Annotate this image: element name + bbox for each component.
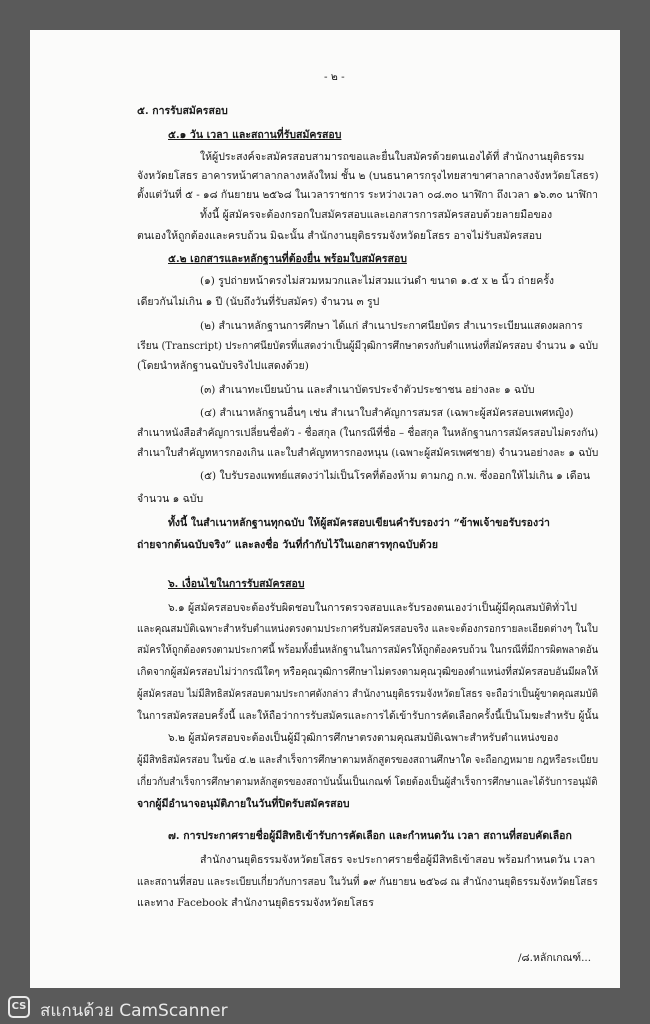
list-item: เดียวกันไม่เกิน ๑ ปี (นับถึงวันที่รับสมัคร) จำนวน ๓ รูป xyxy=(137,296,380,308)
paragraph-line: และทาง Facebook สำนักงานยุติธรรมจังหวัดยโสธร xyxy=(137,897,374,909)
paragraph-line: จากผู้มีอำนาจอนุมัติภายในวันที่ปิดรับสมัครสอบ xyxy=(137,798,350,810)
paragraph-line: ๖.๑ ผู้สมัครสอบจะต้องรับผิดชอบในการตรวจสอบและรับรองตนเองว่าเป็นผู้มีคุณสมบัติทั่วไป xyxy=(168,602,577,614)
list-item: (๑) รูปถ่ายหน้าตรงไม่สวมหมวกและไม่สวมแว่นดำ ขนาด ๑.๕ x ๒ นิ้ว ถ่ายครั้ง xyxy=(200,275,554,287)
list-item: (โดยนำหลักฐานฉบับจริงไปแสดงด้วย) xyxy=(137,360,309,372)
section-7-heading: ๗. การประกาศรายชื่อผู้มีสิทธิเข้ารับการคัดเลือก และกำหนดวัน เวลา สถานที่สอบคัดเลือก xyxy=(168,830,572,842)
list-item: จำนวน ๑ ฉบับ xyxy=(137,493,204,505)
paragraph-line: จังหวัดยโสธร อาคารหน้าศาลากลางหลังใหม่ ชั้น ๒ (บนธนาคารกรุงไทยสาขาศาลากลางจังหวัดยโสธร) xyxy=(137,170,599,182)
document-page xyxy=(30,30,620,988)
list-item: (๓) สำเนาทะเบียนบ้าน และสำเนาบัตรประจำตัวประชาชน อย่างละ ๑ ฉบับ xyxy=(200,384,535,396)
paragraph-line: ทั้งนี้ ผู้สมัครจะต้องกรอกใบสมัครสอบและเอกสารการสมัครสอบด้วยลายมือของ xyxy=(200,209,553,221)
scanner-watermark-bar xyxy=(0,990,650,1024)
continuation-marker: /๘.หลักเกณฑ์... xyxy=(518,952,592,964)
paragraph-line: และคุณสมบัติเฉพาะสำหรับตำแหน่งตรงตามประกาศรับสมัครสอบจริง และจะต้องกรอกรายละเอียดต่างๆ ในใบ xyxy=(137,623,599,635)
paragraph-line: เกิดจากผู้สมัครสอบไม่ว่ากรณีใดๆ หรือคุณวุฒิการศึกษาไม่ตรงตามคุณวุฒิของตำแหน่งที่สมัครสอบอันมีผลให้ xyxy=(137,666,599,678)
section-5-heading: ๕. การรับสมัครสอบ xyxy=(137,105,228,117)
paragraph-line: ๖.๒ ผู้สมัครสอบจะต้องเป็นผู้มีวุฒิการศึกษาตรงตามคุณสมบัติเฉพาะสำหรับตำแหน่งของ xyxy=(168,732,559,744)
section-6-heading: ๖. เงื่อนไขในการรับสมัครสอบ xyxy=(168,578,305,590)
paragraph-line: และสถานที่สอบ และระเบียบเกี่ยวกับการสอบ ในวันที่ ๑๙ กันยายน ๒๕๖๘ ณ สำนักงานยุติธรรมจังหวัดยโสธร xyxy=(137,876,598,888)
certification-note: ทั้งนี้ ในสำเนาหลักฐานทุกฉบับ ให้ผู้สมัครสอบเขียนคำรับรองว่า “ข้าพเจ้าขอรับรองว่า xyxy=(168,517,550,529)
camscanner-watermark-text: สแกนด้วย CamScanner xyxy=(40,1001,228,1021)
list-item: (๒) สำเนาหลักฐานการศึกษา ได้แก่ สำเนาประกาศนียบัตร สำเนาระเบียนแสดงผลการ xyxy=(200,320,583,332)
paragraph-line: สมัครให้ถูกต้องตรงตามประกาศนี้ พร้อมทั้งยื่นหลักฐานในการสมัครให้ถูกต้องครบถ้วน ในกรณีที่มีการผิดพลาดอัน xyxy=(137,644,599,656)
list-item: เรียน (Transcript) ประกาศนียบัตรที่แสดงว่าเป็นผู้มีวุฒิการศึกษาตรงกับตำแหน่งที่สมัครสอบ จำนวน ๑ ฉบับ xyxy=(137,340,599,352)
paragraph-line: สำนักงานยุติธรรมจังหวัดยโสธร จะประกาศรายชื่อผู้มีสิทธิเข้าสอบ พร้อมกำหนดวัน เวลา xyxy=(200,854,596,866)
paragraph-line: ให้ผู้ประสงค์จะสมัครสอบสามารถขอและยื่นใบสมัครด้วยตนเองได้ที่ สำนักงานยุติธรรม xyxy=(200,151,585,163)
section-5-2-heading: ๕.๒ เอกสารและหลักฐานที่ต้องยื่น พร้อมใบสมัครสอบ xyxy=(168,253,407,265)
list-item: (๕) ใบรับรองแพทย์แสดงว่าไม่เป็นโรคที่ต้องห้าม ตามกฎ ก.พ. ซึ่งออกให้ไม่เกิน ๑ เดือน xyxy=(200,470,591,482)
list-item: สำเนาหนังสือสำคัญการเปลี่ยนชื่อตัว - ชื่อสกุล (ในกรณีที่ชื่อ – ชื่อสกุล ในหลักฐานการสมัครสอบไม่ตรงกัน) xyxy=(137,427,599,439)
list-item: (๔) สำเนาหลักฐานอื่นๆ เช่น สำเนาใบสำคัญการสมรส (เฉพาะผู้สมัครสอบเพศหญิง) xyxy=(200,407,574,419)
paragraph-line: ตนเองให้ถูกต้องและครบถ้วน มิฉะนั้น สำนักงานยุติธรรมจังหวัดยโสธร อาจไม่รับสมัครสอบ xyxy=(137,230,542,242)
section-5-1-heading: ๕.๑ วัน เวลา และสถานที่รับสมัครสอบ xyxy=(168,129,342,141)
paragraph-line: เกี่ยวกับสำเร็จการศึกษาตามหลักสูตรของสถาบันนั้นเป็นเกณฑ์ โดยต้องเป็นผู้สำเร็จการศึกษาและได้รับการอนุมัติ xyxy=(137,776,598,788)
camscanner-logo: CS xyxy=(8,996,30,1018)
paragraph-line: ในการสมัครสอบครั้งนี้ และให้ถือว่าการรับสมัครและการได้เข้ารับการคัดเลือกครั้งนี้เป็นโมฆะสำหรับ ผู้นั้น xyxy=(137,710,599,722)
page-number: - ๒ - xyxy=(324,71,345,83)
paragraph-line: ผู้สมัครสอบ ไม่มีสิทธิสมัครสอบตามประกาศดังกล่าว สำนักงานยุติธรรมจังหวัดยโสธร จะถือว่าเป็นผู้ขาดคุณสมบัติ xyxy=(137,688,598,700)
paragraph-line: ผู้มีสิทธิสมัครสอบ ในข้อ ๔.๒ และสำเร็จการศึกษาตามหลักสูตรของสถานศึกษาใด จะถือกฎหมาย กฎหรือระเบียบ xyxy=(137,754,598,766)
certification-note: ถ่ายจากต้นฉบับจริง” และลงชื่อ วันที่กำกับไว้ในเอกสารทุกฉบับด้วย xyxy=(137,539,438,551)
paragraph-line: ตั้งแต่วันที่ ๕ - ๑๘ กันยายน ๒๕๖๘ ในเวลาราชการ ระหว่างเวลา ๐๘.๓๐ นาฬิกา ถึงเวลา ๑๖.๓๐ นาฬิกา xyxy=(137,189,598,201)
list-item: สำเนาใบสำคัญทหารกองเกิน และใบสำคัญทหารกองหนุน (เฉพาะผู้สมัครเพศชาย) จำนวนอย่างละ ๑ ฉบับ xyxy=(137,447,599,459)
